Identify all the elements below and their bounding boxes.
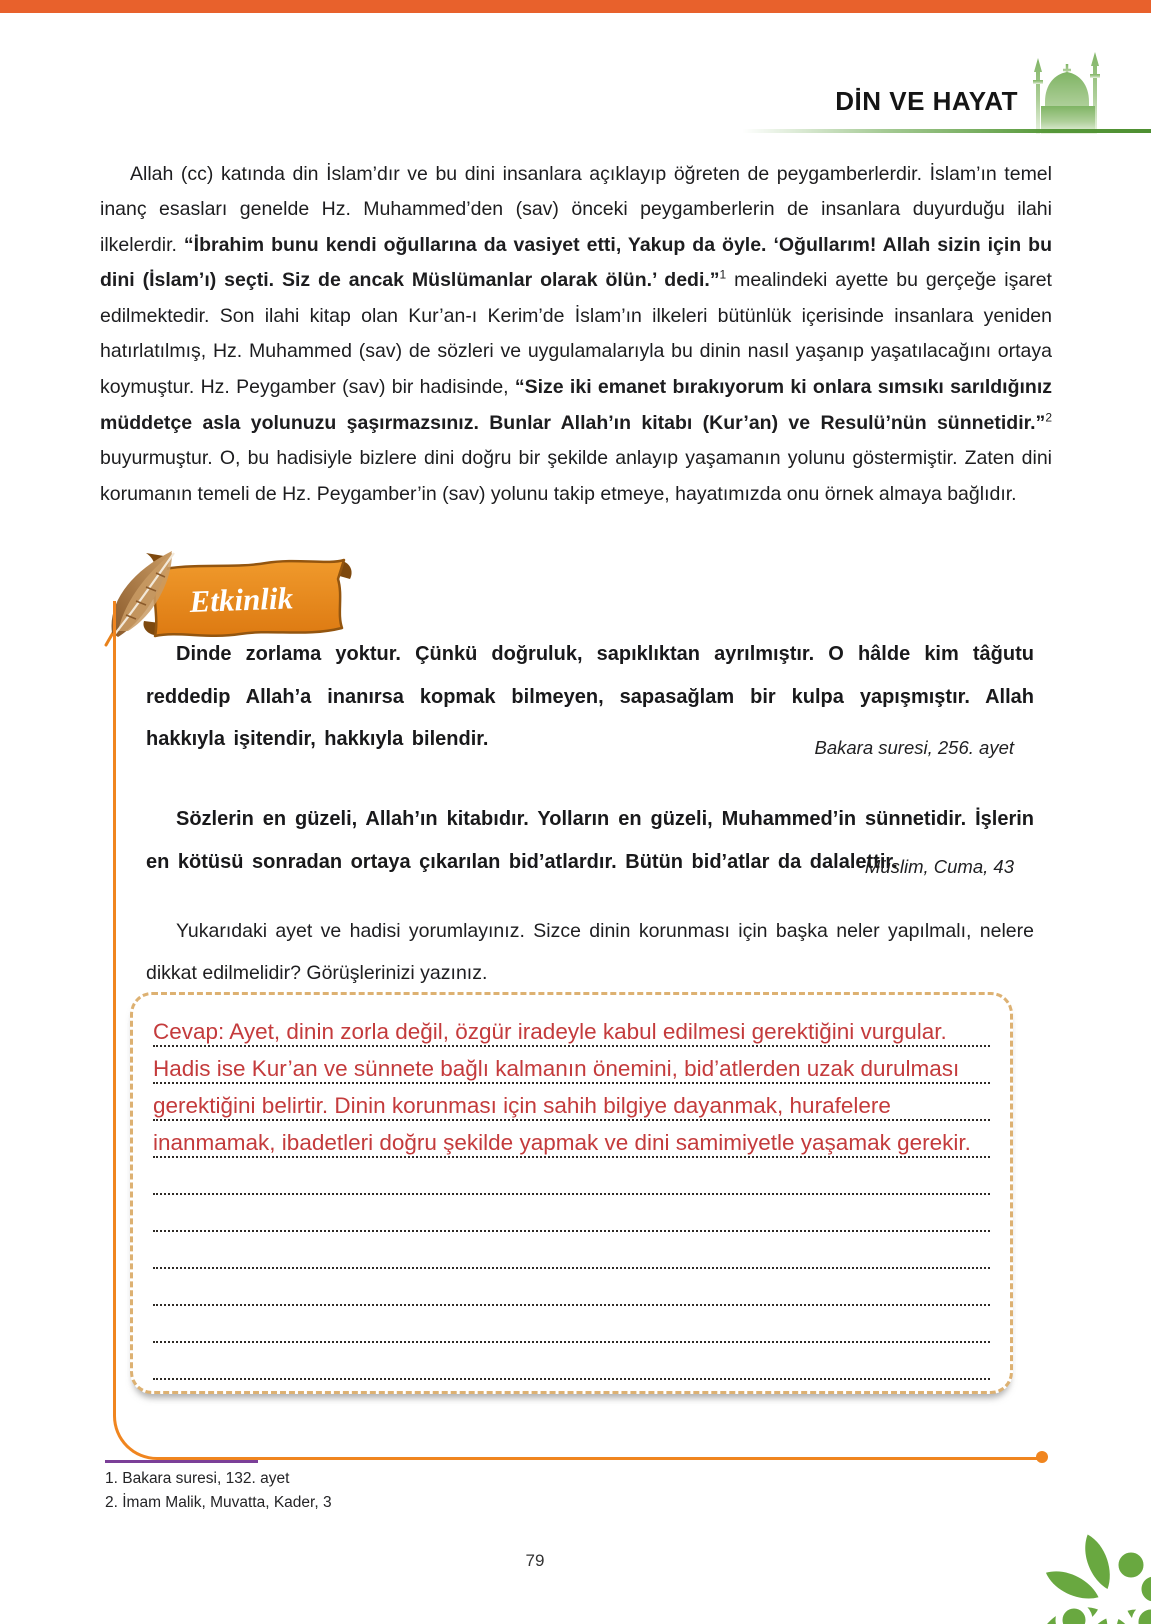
quote-source-ayah: Bakara suresi, 256. ayet [814, 737, 1014, 758]
flower-ornament-icon [1019, 1508, 1151, 1624]
answer-blank-lines [153, 1158, 990, 1380]
body-segment: mealindeki ayette bu gerçeğe işaret edilmektedir. Son ilahi kitap olan Kur’an-ı Kerim’de İslam’ın ilkeleri bütünlük içerisinde insanlara yeniden hatırlatılmış, Hz. Muhammed (sav) de sözleri ve uygulamalarıyla bu dinin nasıl yaşanıp yaşatılacağını ortaya koymuştur. Hz. Peygamber (sav) bir hadisinde, [100, 269, 1052, 399]
answer-blank-line [153, 1269, 990, 1306]
footnote-ref-2: 2 [1045, 410, 1052, 425]
footnote-divider [105, 1460, 258, 1463]
top-color-bar [0, 0, 1151, 13]
answer-line [153, 1084, 990, 1121]
activity-banner-label: Etkinlik [189, 580, 294, 619]
answer-text: inanmamak, ibadetleri doğru şekilde yapmak ve dini samimiyetle yaşamak gerekir. [153, 1130, 971, 1156]
activity-prompt: Yukarıdaki ayet ve hadisi yorumlayınız. Sizce dinin korunması için başka neler yapılmalı, nelere dikkat edilmelidir? Görüşlerinizi yazınız. [146, 919, 1034, 984]
quote-source-hadith: Müslim, Cuma, 43 [864, 856, 1014, 877]
answer-line [153, 1121, 990, 1158]
answer-blank-line [153, 1195, 990, 1232]
page-number: 79 [525, 1551, 545, 1570]
mosque-icon [1027, 50, 1109, 134]
answer-line [153, 1010, 990, 1047]
activity-quote-ayah: Dinde zorlama yoktur. Çünkü doğruluk, sapıklıktan ayrılmıştır. O hâlde kim tâğutu reddedip Allah’a inanırsa kopmak bilmeyen, sapasağlam bir kulpa yapışmıştır. Allah hakkıyla işitendir, hakkıyla bilendir. [146, 643, 1034, 750]
answer-text: gerektiğini belirtir. Dinin korunması için sahih bilgiye dayanmak, hurafelere [153, 1093, 891, 1119]
answer-text: Hadis ise Kur’an ve sünnete bağlı kalmanın önemini, bid’atlerden uzak durulması [153, 1056, 960, 1082]
ayah-bold-quote: “İbrahim bunu kendi oğullarına da vasiyet etti, Yakup da öyle. ‘Oğullarım! Allah sizin için bu dini (İslam’ı) seçti. Siz de ancak Müslümanlar olarak ölün.’ dedi.” [100, 233, 1052, 292]
answer-blank-line [153, 1343, 990, 1380]
activity-quote-hadith: Sözlerin en güzeli, Allah’ın kitabıdır. Yolların en güzeli, Muhammed’in sünnetidir. İşlerin en kötüsü sonradan ortaya çıkarılan bid’atlardır. Bütün bid’atlar da dalalettir. [146, 808, 1034, 873]
page-header-title: DİN VE HAYAT [835, 86, 1018, 116]
hadith-bold-quote: “Size iki emanet bırakıyorum ki onlara sımsıkı sarıldığınız müddetçe asla yolunuzu şaşırmazsınız. Bunlar Allah’ın kitabı (Kur’an) ve Resulü’nün sünnetidir.” [100, 376, 1052, 434]
answer-blank-line [153, 1306, 990, 1343]
body-segment: buyurmuştur. O, bu hadisiyle bizlere dini doğru bir şekilde anlayıp yaşamanın yolunu göstermiştir. Zaten dini korumanın temeli de Hz. Peygamber’in (sav) yolunu takip etmeye, hayatımızda onu örnek almaya bağlıdır. [100, 447, 1052, 505]
answer-text: Cevap: Ayet, dinin zorla değil, özgür iradeyle kabul edilmesi gerektiğini vurgular. [153, 1019, 947, 1045]
body-segment: Allah (cc) katında din İslam’dır ve bu dini insanlara açıklayıp öğreten de peygamberlerdir. İslam’ın temel inanç esasları genelde Hz. Muhammed’den (sav) önceki peygamberlerin de insanlara duyurduğu ilahi ilkelerdir. [100, 162, 1052, 256]
answer-line [153, 1047, 990, 1084]
body-paragraph [100, 157, 1052, 513]
footnote-2: 2. İmam Malik, Muvatta, Kader, 3 [105, 1494, 332, 1511]
answer-blank-line [153, 1232, 990, 1269]
header-divider-rule [742, 129, 1151, 133]
answer-blank-line [153, 1158, 990, 1195]
footnote-1: 1. Bakara suresi, 132. ayet [105, 1470, 290, 1487]
footnote-ref-1: 1 [719, 267, 727, 282]
answer-box [130, 992, 1013, 1394]
frame-end-dot [1036, 1451, 1048, 1463]
